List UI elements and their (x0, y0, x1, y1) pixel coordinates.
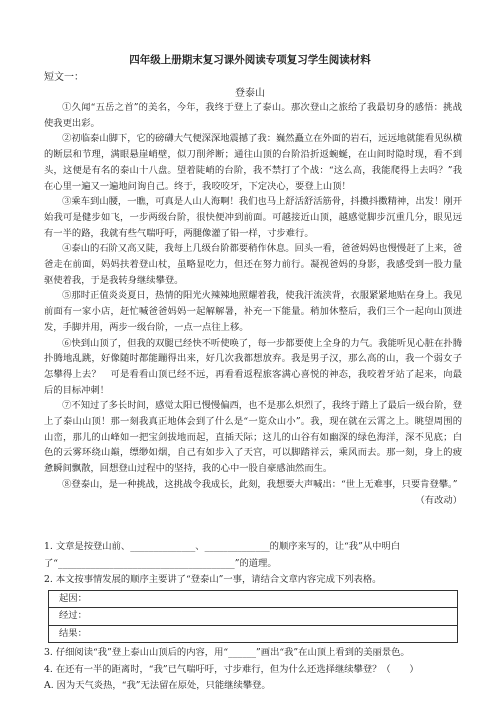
section-label: 短文一： (44, 72, 84, 83)
paragraph-7: ⑦不知过了多长时间，感觉太阳已慢慢偏西，也不是那么炽烈了，我终于踏上了最后一级台阶，登上了泰山山顶！那一刻我真正地体会到了什么是“一览众山小”。我，现在就在云霄之上。眺望周围的山峦，那儿的山峰如一把宝剑拔地而起，直插天际；这儿的山谷有如幽深的绿色海洋，深不见底；白色的云雾环绕山巅，缥缈如烟，自己有如步入了天宫，可以脚踏祥云，乘风而去。那一刻，身上的疲惫瞬间飘散，回想登山过程中的坚持，我的心中一股自豪感油然而生。 (44, 400, 462, 475)
question-3: 3. 仔细阅读“我”登上泰山山顶后的内容，用“______”画出“我”在山顶上看到的美丽景色。 (44, 647, 410, 658)
paragraph-1: ①久闻“五岳之首”的美名，今年，我终于登上了泰山。那次登山之旅给了我最切身的感悟：挑战使我更出彩。 (44, 102, 462, 129)
paragraph-3: ③乘车到山腰，一瞧，可真是人山人海啊！我们也马上舒活舒活筋骨，抖擞抖擞精神，出发！刚开始我可是健步如飞，一步两级台阶，很快便冲到前面。可越接近山顶，越感觉脚步沉重几分，眼见远有一半的路，我就有些气喘吁吁，两腿像灌了铅一样，寸步难行。 (44, 196, 462, 239)
questions-section (44, 539, 462, 695)
answer-table (48, 590, 458, 644)
paragraph-8: ⑧登泰山，是一种挑战，这挑战令我成长，此刻，我想要大声喊出：“世上无难事，只要肯登攀。” (62, 478, 458, 490)
passage-body (44, 100, 462, 508)
paragraph-5: ⑤那时正值炎炎夏日，热情的阳光火辣辣地照耀着我，使我汗流浃背，衣服紧紧地贴在身上。我见前面有一家小店，赶忙喊爸爸妈妈一起解解暑，补充一下能量。稍加休整后，我们三个一起向山顶进发，手脚并用，两步一级台阶，一点一点往上移。 (44, 290, 462, 333)
question-4-option-a: A. 因为天气炎热，“我”无法留在原处，只能继续攀登。 (44, 680, 271, 691)
table-row-process[interactable]: 经过： (49, 608, 458, 626)
paragraph-4: ④泰山的石阶又高又陡，我每上几级台阶都要稍作休息。回头一看，爸爸妈妈也慢慢赶了上来，爸爸走在前面，妈妈扶着登山杖，虽略显吃力，但还在努力前行。凝视爸妈的身影，我感受到一股力量驱使着我，于是我转身继续攀登。 (44, 243, 462, 286)
question-1: 1. 文章是按登山前、______________、______________的顺序来写的，让“我”从中明白了“______________________________________”的道理。 (44, 541, 401, 569)
paragraph-6: ⑥快到山顶了，但我的双腿已经快不听使唤了，每一步都要使上全身的力气。我能听见心脏在扑腾扑腾地乱跳，好像随时都能蹦得出来，好几次我都想放弃。我是男子汉，那么高的山，我一个弱女子怎攀得上去？ 可是看看山顶已经不远，再看看返程旅客满心喜悦的神态，我咬着牙站了起来，向最后的目标冲刺！ (44, 337, 462, 396)
question-4: 4. 在还有一半的距离时，“我”已气喘吁吁，寸步难行，但为什么还选择继续攀登？（ ） (44, 663, 419, 675)
paragraph-2: ②初临泰山脚下，它的磅礴大气便深深地震撼了我：巍然矗立在外面的岩石，远远地就能看见纵横的断层和节理，满眼悬崖峭壁，似刀削斧断；通往山顶的台阶沿折返蜿蜒，在山间时隐时现，看不到头，这便是有名的泰山十八盘。望着陡峭的台阶，我不禁打了个战：“这么高，我能爬得上去吗？”我在心里一遍又一遍地问询自己。终于，我咬咬牙，下定决心，要登上山顶！ (44, 133, 462, 192)
table-row-cause[interactable]: 起因： (49, 590, 458, 608)
passage-title: 登泰山 (235, 88, 265, 99)
source-note: （有改动） (415, 494, 462, 506)
question-2: 2. 本文按事情发展的顺序主要讲了“登泰山”一事，请结合文章内容完成下列表格。 (44, 574, 382, 585)
document-title: 四年级上册期末复习课外阅读专项复习学生阅读材料 (129, 54, 371, 66)
table-row-result[interactable]: 结果： (49, 625, 458, 643)
